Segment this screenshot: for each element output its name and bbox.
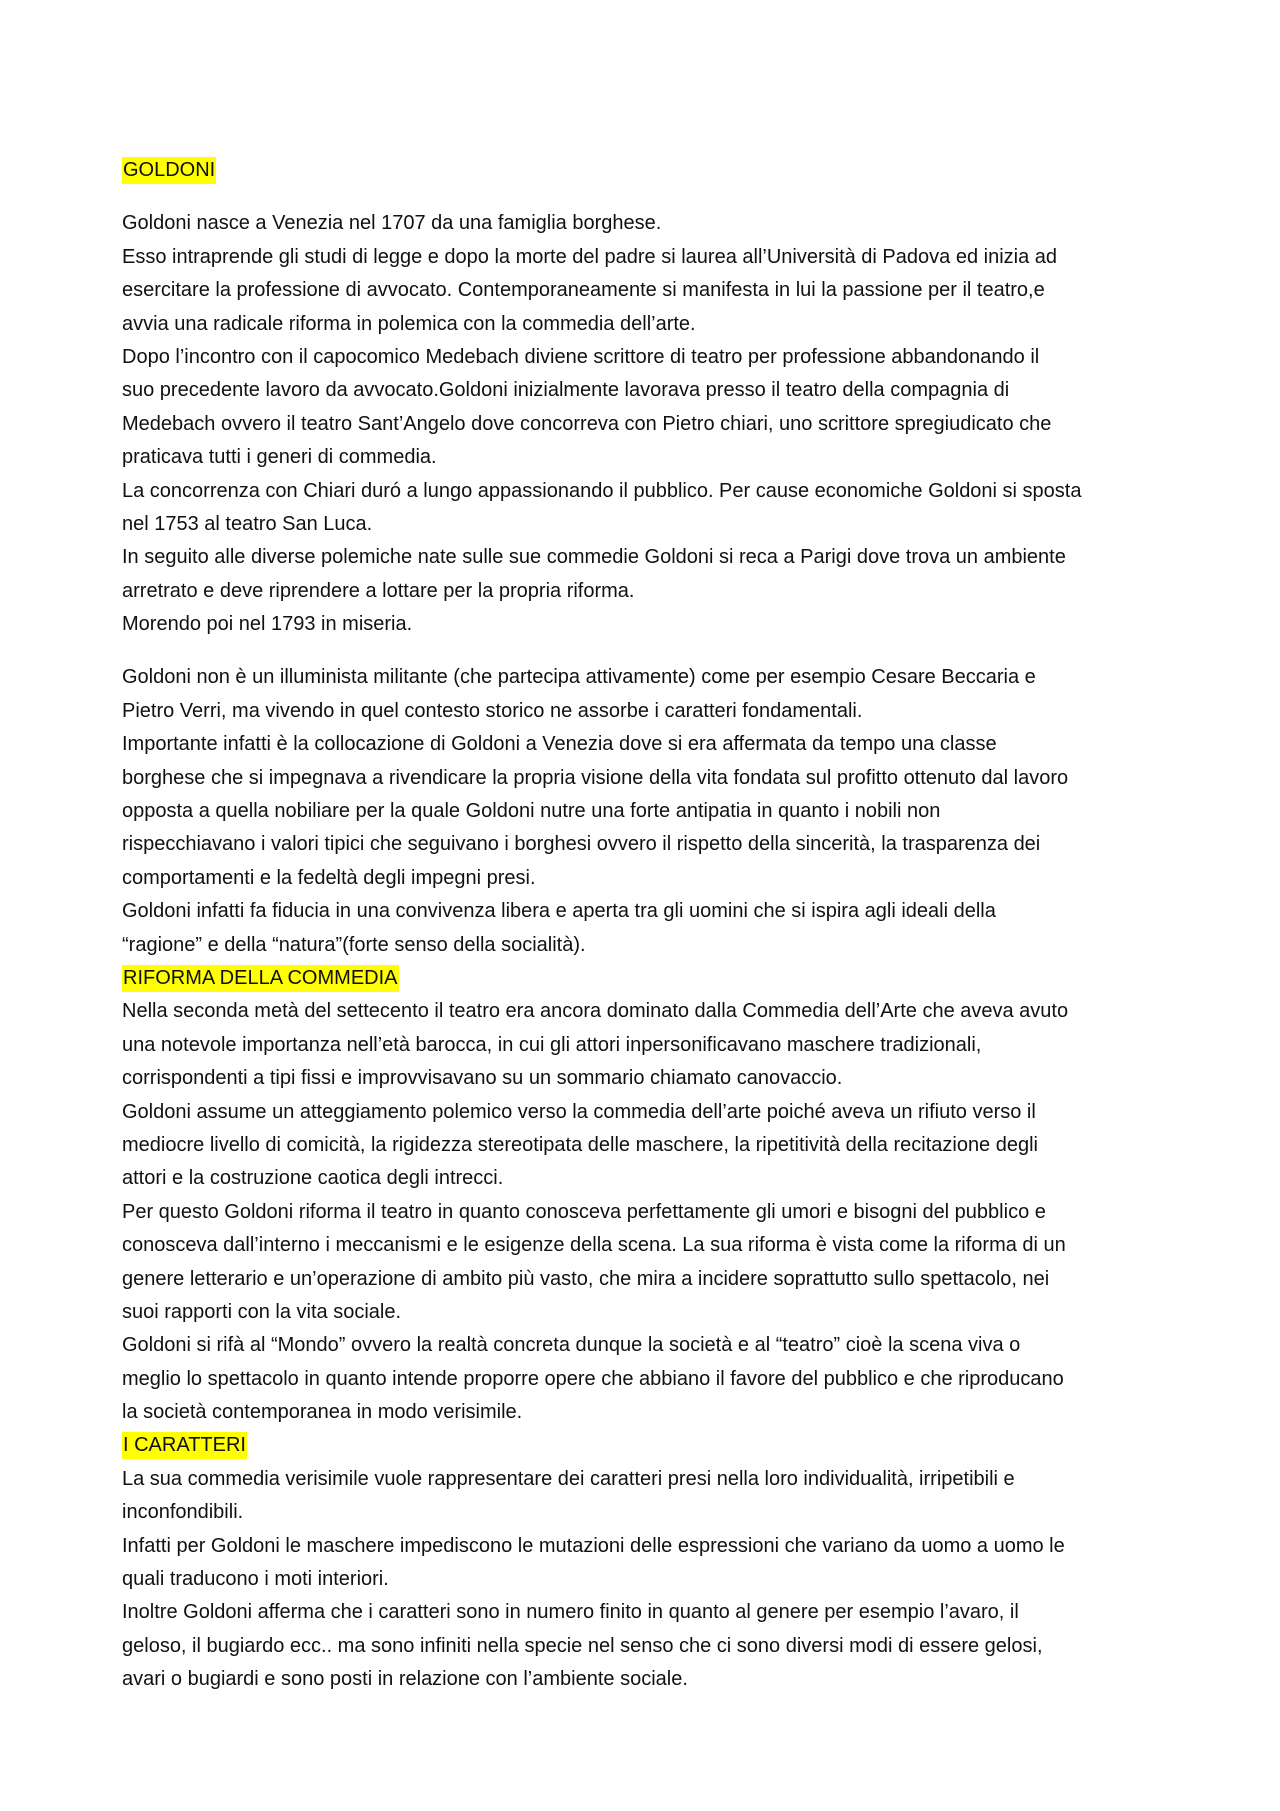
- text-line: Inoltre Goldoni afferma che i caratteri sono in numero finito in quanto al genere per esempio l’avaro, il: [122, 1601, 1019, 1624]
- document-body: [122, 154, 1172, 1697]
- section-enlightenment: [122, 661, 1172, 962]
- text-line: La concorrenza con Chiari duró a lungo appassionando il pubblico. Per cause economiche Goldoni si sposta: [122, 479, 1082, 502]
- text-line: Importante infatti è la collocazione di Goldoni a Venezia dove si era affermata da tempo una classe: [122, 733, 997, 756]
- paragraph-gap: [122, 641, 1172, 661]
- section-caratteri: [122, 1463, 1172, 1697]
- heading-caratteri-line: [122, 1429, 1172, 1462]
- section-biography: [122, 207, 1172, 641]
- paragraph-gap: [122, 187, 1172, 207]
- text-line: avari o bugiardi e sono posti in relazione con l’ambiente sociale.: [122, 1668, 688, 1691]
- text-line: suoi rapporti con la vita sociale.: [122, 1300, 402, 1323]
- text-line: Morendo poi nel 1793 in miseria.: [122, 613, 413, 636]
- text-line: Pietro Verri, ma vivendo in quel contesto storico ne assorbe i caratteri fondamentali.: [122, 699, 863, 722]
- text-line: Goldoni assume un atteggiamento polemico verso la commedia dell’arte poiché aveva un rifiuto verso il: [122, 1100, 1036, 1123]
- text-line: Goldoni infatti fa fiducia in una convivenza libera e aperta tra gli uomini che si ispira agli ideali della: [122, 900, 996, 923]
- text-line: Esso intraprende gli studi di legge e dopo la morte del padre si laurea all’Università di Padova ed inizia ad: [122, 245, 1057, 268]
- heading-riforma-line: [122, 962, 1172, 995]
- text-line: Per questo Goldoni riforma il teatro in quanto conosceva perfettamente gli umori e bisogni del pubblico e: [122, 1200, 1046, 1223]
- text-line: meglio lo spettacolo in quanto intende proporre opere che abbiano il favore del pubblico e che riproducano: [122, 1367, 1064, 1390]
- section-riforma: [122, 995, 1172, 1429]
- text-line: opposta a quella nobiliare per la quale Goldoni nutre una forte antipatia in quanto i nobili non: [122, 800, 941, 823]
- text-line: attori e la costruzione caotica degli intrecci.: [122, 1167, 504, 1190]
- heading-goldoni: GOLDONI: [122, 157, 216, 184]
- text-line: la società contemporanea in modo verisimile.: [122, 1401, 523, 1424]
- text-line: esercitare la professione di avvocato. Contemporaneamente si manifesta in lui la passione per il teatro,e: [122, 279, 1045, 302]
- text-line: Nella seconda metà del settecento il teatro era ancora dominato dalla Commedia dell’Arte che aveva avuto: [122, 1000, 1069, 1023]
- text-line: Goldoni si rifà al “Mondo” ovvero la realtà concreta dunque la società e al “teatro” cioè la scena viva o: [122, 1334, 1021, 1357]
- text-line: quali traducono i moti interiori.: [122, 1568, 389, 1591]
- text-line: comportamenti e la fedeltà degli impegni presi.: [122, 866, 536, 889]
- text-line: mediocre livello di comicità, la rigidezza stereotipata delle maschere, la ripetitività della recitazione degli: [122, 1133, 1038, 1156]
- text-line: borghese che si impegnava a rivendicare la propria visione della vita fondata sul profitto ottenuto dal lavoro: [122, 766, 1069, 789]
- text-line: corrispondenti a tipi fissi e improvvisavano su un sommario chiamato canovaccio.: [122, 1067, 843, 1090]
- heading-riforma: RIFORMA DELLA COMMEDIA: [122, 965, 399, 992]
- text-line: rispecchiavano i valori tipici che seguivano i borghesi ovvero il rispetto della sincerità, la trasparenza dei: [122, 833, 1041, 856]
- text-line: Medebach ovvero il teatro Sant’Angelo dove concorreva con Pietro chiari, uno scrittore spregiudicato che: [122, 412, 1052, 435]
- text-line: conosceva dall’interno i meccanismi e le esigenze della scena. La sua riforma è vista come la riforma di un: [122, 1234, 1066, 1257]
- text-line: genere letterario e un’operazione di ambito più vasto, che mira a incidere soprattutto sullo spettacolo, nei: [122, 1267, 1050, 1290]
- text-line: nel 1753 al teatro San Luca.: [122, 512, 373, 535]
- text-line: In seguito alle diverse polemiche nate sulle sue commedie Goldoni si reca a Parigi dove trova un ambiente: [122, 546, 1066, 569]
- text-line: avvia una radicale riforma in polemica con la commedia dell’arte.: [122, 312, 696, 335]
- heading-goldoni-line: [122, 154, 1172, 187]
- text-line: praticava tutti i generi di commedia.: [122, 446, 437, 469]
- text-line: suo precedente lavoro da avvocato.Goldoni inizialmente lavorava presso il teatro della compagnia di: [122, 379, 1010, 402]
- text-line: Goldoni non è un illuminista militante (che partecipa attivamente) come per esempio Cesare Beccaria e: [122, 666, 1036, 689]
- text-line: “ragione” e della “natura”(forte senso della socialità).: [122, 933, 586, 956]
- text-line: geloso, il bugiardo ecc.. ma sono infiniti nella specie nel senso che ci sono diversi modi di essere gelosi,: [122, 1634, 1043, 1657]
- heading-caratteri: I CARATTERI: [122, 1432, 247, 1459]
- text-line: Goldoni nasce a Venezia nel 1707 da una famiglia borghese.: [122, 212, 662, 235]
- text-line: Dopo l’incontro con il capocomico Medebach diviene scrittore di teatro per professione abbandonando il: [122, 345, 1040, 368]
- text-line: inconfondibili.: [122, 1501, 244, 1524]
- text-line: arretrato e deve riprendere a lottare per la propria riforma.: [122, 579, 635, 602]
- text-line: Infatti per Goldoni le maschere impediscono le mutazioni delle espressioni che variano da uomo a uomo le: [122, 1534, 1065, 1557]
- text-line: La sua commedia verisimile vuole rappresentare dei caratteri presi nella loro individualità, irripetibili e: [122, 1467, 1015, 1490]
- text-line: una notevole importanza nell’età barocca, in cui gli attori inpersonificavano maschere tradizionali,: [122, 1033, 982, 1056]
